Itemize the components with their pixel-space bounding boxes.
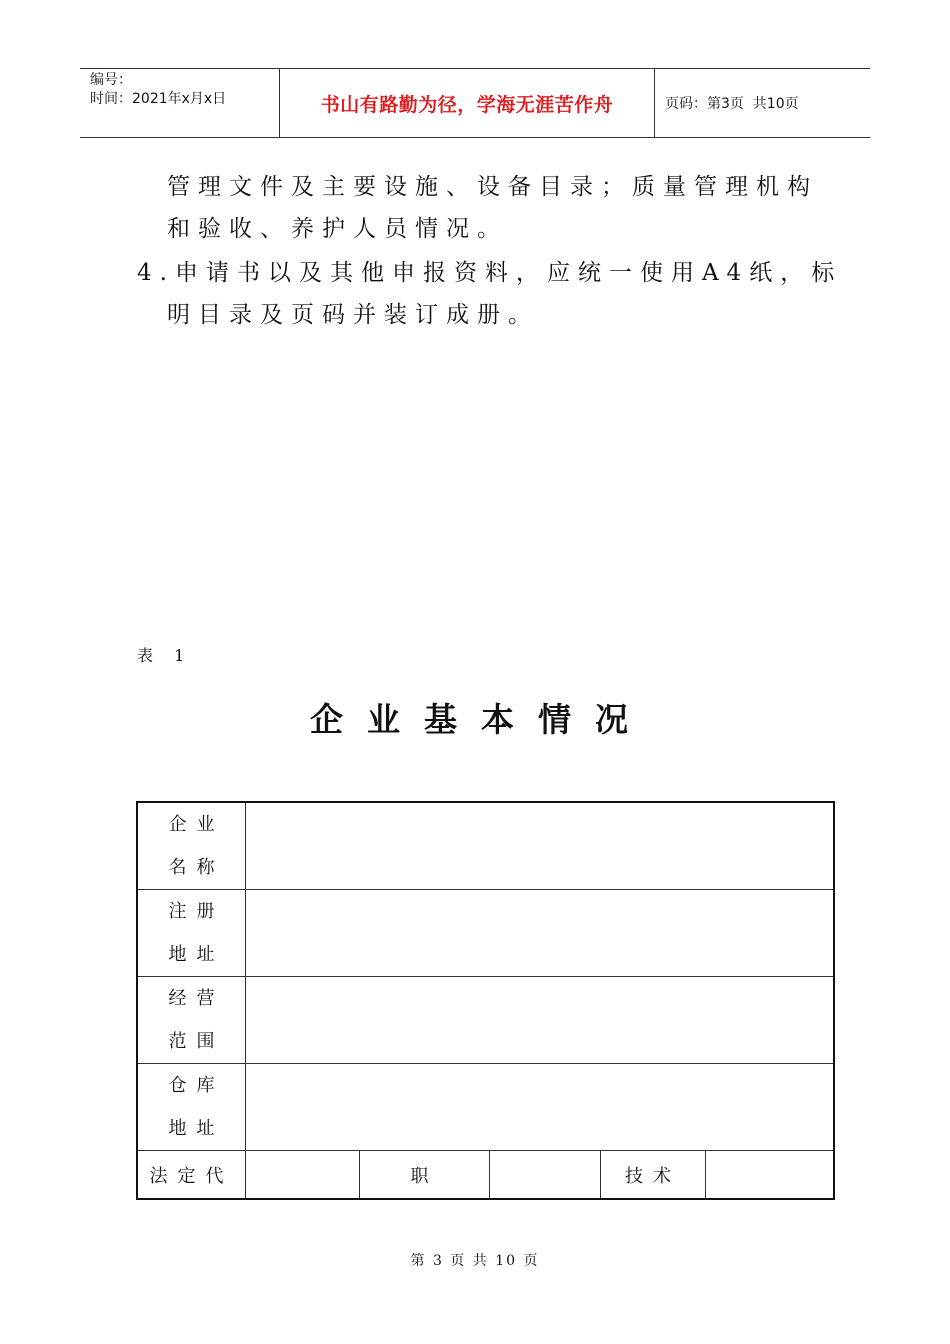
table-row [137, 1151, 834, 1200]
position-label: 职 [360, 1151, 490, 1200]
header-meta [80, 69, 280, 137]
header-page [655, 69, 870, 137]
row-label [137, 1064, 246, 1151]
technical-label: 技术 [601, 1151, 706, 1200]
table-row [137, 977, 834, 1064]
row-label-bottom: 名称 [168, 857, 225, 878]
legal-rep-field[interactable] [246, 1151, 360, 1200]
table-row [137, 1064, 834, 1151]
body-line-1: 管理文件及主要设施、设备目录；质量管理机构 [167, 174, 818, 200]
row-label-top: 企业 [168, 814, 225, 835]
body-line-2: 和验收、养护人员情况。 [167, 216, 508, 242]
header-number: 编号： [90, 72, 132, 88]
table-row [137, 890, 834, 977]
page-footer: 第 3 页 共 10 页 [410, 1253, 540, 1269]
business-scope-field[interactable] [246, 977, 835, 1064]
warehouse-address-field[interactable] [246, 1064, 835, 1151]
page-title: 企业基本情况 [310, 700, 652, 739]
row-label [137, 890, 246, 977]
row-label-bottom: 地址 [168, 1118, 225, 1139]
row-label-top: 经营 [168, 988, 225, 1009]
row-label [137, 802, 246, 890]
header-date: 时间：2021年x月x日 [90, 91, 227, 107]
row-label-bottom: 范围 [168, 1031, 225, 1052]
header-page-label: 页码：第3页 共10页 [665, 96, 799, 112]
row-label-top: 注册 [168, 901, 225, 922]
body-line-4: 明目录及页码并装订成册。 [167, 302, 539, 328]
body-line-3: 4.申请书以及其他申报资料，应统一使用A4纸，标 [137, 260, 843, 286]
technical-field[interactable] [706, 1151, 835, 1200]
registered-address-field[interactable] [246, 890, 835, 977]
legal-rep-label: 法定代 [137, 1151, 246, 1200]
company-name-field[interactable] [246, 802, 835, 890]
table-label: 表 1 [137, 646, 193, 665]
row-label-bottom: 地址 [168, 944, 225, 965]
row-label-top: 仓库 [168, 1075, 225, 1096]
page-header [80, 68, 870, 138]
company-info-table [136, 801, 835, 1200]
position-field[interactable] [490, 1151, 601, 1200]
row-label [137, 977, 246, 1064]
table-row [137, 802, 834, 890]
header-slogan: 书山有路勤为径，学海无涯苦作舟 [280, 69, 655, 137]
